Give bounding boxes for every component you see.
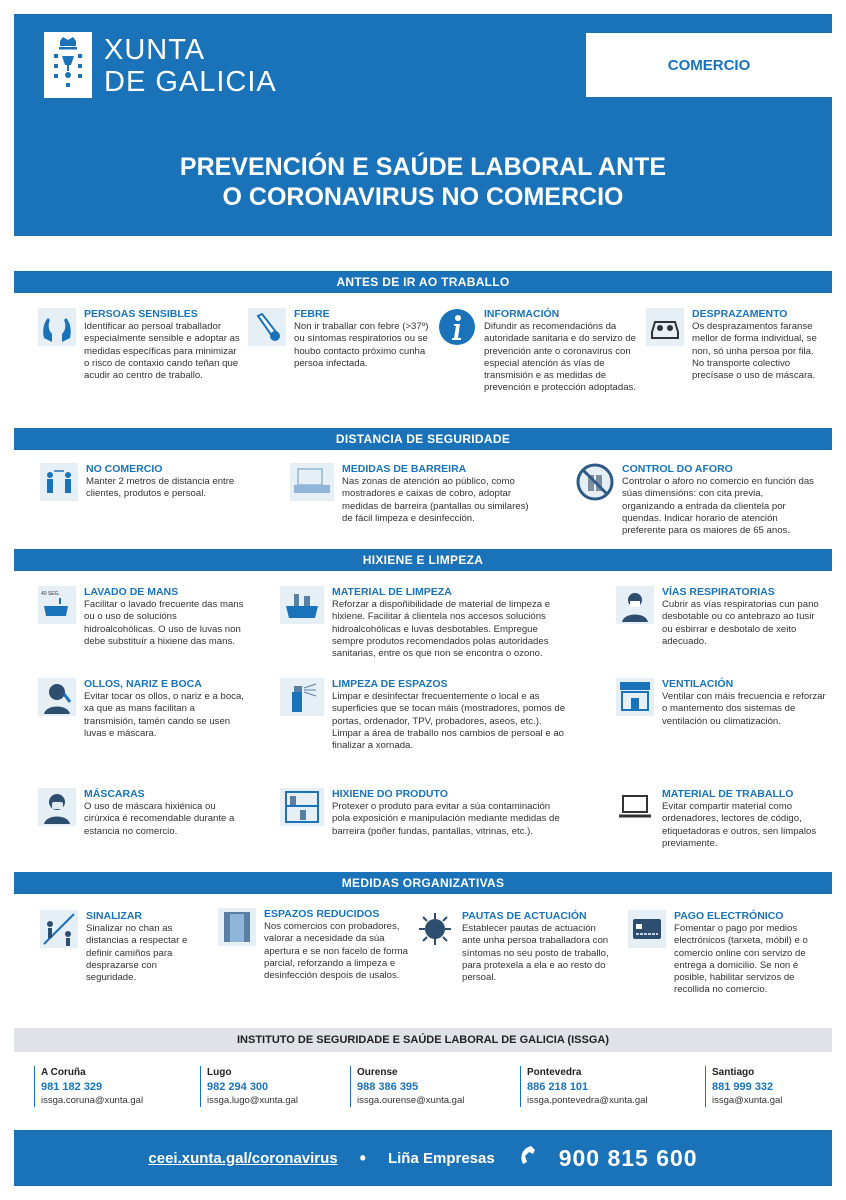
item-title: INFORMACIÓN xyxy=(484,308,560,320)
item-body: Controlar o aforo no comercio en función das súas dimensións: con cita previa, organizando a entrada da clientela por quendas. Indicar horario de atención preferente para os maiores de 65 anos. xyxy=(622,476,814,537)
office-city: Ourense xyxy=(357,1067,398,1078)
item-title: LAVADO DE MANS xyxy=(84,586,179,598)
item-title: LIMPEZA DE ESPAZOS xyxy=(332,678,448,690)
logo-line-1: XUNTA xyxy=(104,34,206,66)
item-body: Nas zonas de atención ao público, como mostradores e caixas de cobro, adoptar medidas de barreira (pantallas ou similares) de fácil limpeza e desinfección. xyxy=(342,476,529,524)
office-phone[interactable]: 981 182 329 xyxy=(41,1081,103,1093)
office-email[interactable]: issga.ourense@xunta.gal xyxy=(357,1095,465,1106)
info-icon xyxy=(438,308,476,346)
organizativas-item xyxy=(218,908,408,982)
office-email[interactable]: issga.lugo@xunta.gal xyxy=(207,1095,298,1106)
item-title: CONTROL DO AFORO xyxy=(622,463,733,475)
office-city: Lugo xyxy=(207,1067,232,1078)
xunta-logo xyxy=(44,32,92,98)
xunta-wordmark xyxy=(104,34,277,98)
page-title xyxy=(14,152,832,212)
item-body: Fomentar o pago por medios electrónicos (tarxeta, móbil) e o comercio online con servizo de entrega a domicilio. Se non é posible, habilitar servizos de recollida no comercio. xyxy=(674,923,808,996)
car-icon xyxy=(646,308,684,346)
office-phone[interactable]: 988 386 395 xyxy=(357,1081,419,1093)
item-title: MATERIAL DE LIMPEZA xyxy=(332,586,452,598)
item-title: DESPRAZAMENTO xyxy=(692,308,788,320)
shelf-icon xyxy=(280,788,324,826)
footer-banner xyxy=(14,1130,832,1186)
mask-icon xyxy=(38,788,76,826)
office-phone[interactable]: 886 218 101 xyxy=(527,1081,589,1093)
distance-icon xyxy=(40,463,78,501)
hixiene-item xyxy=(616,788,826,850)
office-city: A Coruña xyxy=(41,1067,86,1078)
signal-icon xyxy=(40,910,78,948)
item-title: HIXIENE DO PRODUTO xyxy=(332,788,448,800)
hixiene-item xyxy=(616,678,826,728)
ventilation-icon xyxy=(616,678,654,716)
section-header-antes: ANTES DE IR AO TRABALLO xyxy=(14,271,832,293)
item-body: Reforzar a dispoñibilidade de material de limpeza e hixiene. Facilitar á clientela nos accesos solucións hidroalcohólicas e luvas desbotables. Empregue sempre produtos recomendados polas autoridades sanitarias, entre os que non se encontra o ozono. xyxy=(332,599,551,660)
distancia-item xyxy=(40,463,250,501)
face-touch-icon xyxy=(38,678,76,716)
organizativas-item xyxy=(628,910,828,997)
item-title: NO COMERCIO xyxy=(86,463,163,475)
office-pontevedra xyxy=(520,1066,648,1107)
handwash-icon xyxy=(38,586,76,624)
sector-tag: COMERCIO xyxy=(586,33,832,97)
hixiene-item xyxy=(38,788,244,838)
hixiene-item xyxy=(38,678,244,740)
distancia-item xyxy=(290,463,540,525)
section-header-distancia: DISTANCIA DE SEGURIDADE xyxy=(14,428,832,450)
title-line-2: O CORONAVIRUS NO COMERCIO xyxy=(222,183,624,211)
item-body: Evitar compartir material como ordenadores, lectores de código, etiquetadoras e outros, sen limpalos previamente. xyxy=(662,801,817,849)
office-email[interactable]: issga.pontevedra@xunta.gal xyxy=(527,1095,648,1106)
organizativas-item xyxy=(416,910,612,984)
office-lugo xyxy=(200,1066,298,1107)
item-body: Difundir as recomendacións da autoridade sanitaria e do servizo de prevención ante o coronavirus con especial atención ás vías de transmisión e as medidas de prevención e protección adoptadas. xyxy=(484,321,637,394)
coronavirus-link[interactable]: ceei.xunta.gal/coronavirus xyxy=(148,1149,338,1167)
organizativas-item xyxy=(40,910,206,984)
office-phone[interactable]: 881 999 332 xyxy=(712,1081,774,1093)
distancia-item xyxy=(576,463,816,537)
phone-icon xyxy=(517,1144,537,1173)
office-city: Santiago xyxy=(712,1067,755,1078)
item-body: Facilitar o lavado frecuente das mans ou o uso de solucións hidroalcohólicas. O uso de luvas non debe substituír a hixiene das mans. xyxy=(84,599,244,647)
hotline-phone[interactable]: 900 815 600 xyxy=(558,1144,698,1171)
office-phone[interactable]: 982 294 300 xyxy=(207,1081,269,1093)
hixiene-item xyxy=(616,586,826,648)
no-crowd-icon xyxy=(576,463,614,501)
hixiene-item xyxy=(280,586,570,660)
handwash-label: 40 SEG. xyxy=(41,591,60,597)
thermometer-icon xyxy=(248,308,286,346)
hotline-label: Liña Empresas xyxy=(387,1149,495,1167)
item-body: Limpar e desinfectar frecuentemente o local e as superficies que se tocan máis (mostradores, pomos de portas, ordenador, TPV, probadores, aseos, etc.). Limpar a área de traballo nos cambios de persoal e ao finalizar a xornada. xyxy=(332,691,566,752)
card-icon xyxy=(628,910,666,948)
laptop-icon xyxy=(616,788,654,826)
item-body: Os desprazamentos faranse mellor de forma individual, se non, só unha persoa por fila. No transporte colectivo precísase o uso de máscara. xyxy=(692,321,817,382)
item-body: Ventilar con máis frecuencia e reforzar o mantemento dos sistemas de ventilación ou climatización. xyxy=(662,691,826,727)
hixiene-item xyxy=(280,788,570,838)
item-title: MÁSCARAS xyxy=(84,788,145,800)
logo-line-2: DE GALICIA xyxy=(104,66,277,98)
cleaning-icon xyxy=(280,586,324,624)
item-body: Cubrir as vías respiratorias cun pano desbotable ou co antebrazo ao tusir ou esbirrar e desbotalo de xeito adecuado. xyxy=(662,599,819,647)
item-title: PAUTAS DE ACTUACIÓN xyxy=(462,910,587,922)
virus-icon xyxy=(416,910,454,948)
item-body: Identificar ao persoal traballador especialmente sensible e adoptar as medidas específicas para minimizar o risco de contaxio cando teñan que acudir ao centro de traballo. xyxy=(84,321,240,382)
antes-item xyxy=(248,308,430,370)
cough-icon xyxy=(616,586,654,624)
office-city: Pontevedra xyxy=(527,1067,582,1078)
footer-separator: • xyxy=(359,1147,366,1168)
item-body: Protexer o produto para evitar a súa contaminación pola exposición e manipulación mediante medidas de barreira (poñer fundas, pantallas, vitrinas, etc.). xyxy=(332,801,560,837)
office-ourense xyxy=(350,1066,464,1107)
office-email[interactable]: issga@xunta.gal xyxy=(712,1095,783,1106)
crest-icon xyxy=(51,37,85,93)
item-title: OLLOS, NARIZ E BOCA xyxy=(84,678,202,690)
header-banner xyxy=(14,14,832,236)
item-title: SINALIZAR xyxy=(86,910,142,922)
section-header-organizativas: MEDIDAS ORGANIZATIVAS xyxy=(14,872,832,894)
fitting-room-icon xyxy=(218,908,256,946)
item-title: MEDIDAS DE BARREIRA xyxy=(342,463,467,475)
item-body: Non ir traballar con febre (>37º) ou síntomas respiratorios ou se houbo contacto próximo cunha persoa infectada. xyxy=(294,321,429,369)
item-title: VENTILACIÓN xyxy=(662,678,734,690)
hixiene-item xyxy=(280,678,570,752)
office-email[interactable]: issga.coruna@xunta.gal xyxy=(41,1095,144,1106)
item-title: FEBRE xyxy=(294,308,330,320)
item-body: Evitar tocar os ollos, o nariz e a boca, xa que as mans facilitan a transmisión, tamén cando se usen luvas e máscara. xyxy=(84,691,244,739)
item-title: PERSOAS SENSIBLES xyxy=(84,308,198,320)
antes-item xyxy=(646,308,826,382)
item-body: Establecer pautas de actuación ante unha persoa traballadora con síntomas no seu posto de traballo, para protexela a ela e ao resto do persoal. xyxy=(462,923,609,984)
barrier-icon xyxy=(290,463,334,501)
item-title: MATERIAL DE TRABALLO xyxy=(662,788,794,800)
item-title: PAGO ELECTRÓNICO xyxy=(674,910,784,922)
item-body: O uso de máscara hixiénica ou cirúrxica é recomendable durante a estancia no comercio. xyxy=(84,801,235,837)
hands-icon xyxy=(38,308,76,346)
antes-item xyxy=(438,308,638,395)
office-a-coruna xyxy=(34,1066,143,1107)
issga-banner: INSTITUTO DE SEGURIDADE E SAÚDE LABORAL DE GALICIA (ISSGA) xyxy=(14,1028,832,1052)
section-header-hixiene: HIXIENE E LIMPEZA xyxy=(14,549,832,571)
item-body: Nos comercios con probadores, valorar a necesidade da súa apertura e se non facelo de forma parcial, reforzando a limpeza e desinfección despois de usalos. xyxy=(264,921,408,982)
item-title: VÍAS RESPIRATORIAS xyxy=(662,586,775,598)
spray-icon xyxy=(280,678,324,716)
item-body: Sinalizar no chan as distancias a respectar e definir camiños para desprazarse con seguridade. xyxy=(86,923,188,984)
item-body: Manter 2 metros de distancia entre clientes, produtos e persoal. xyxy=(86,476,235,500)
item-title: ESPAZOS REDUCIDOS xyxy=(264,908,380,920)
hixiene-item xyxy=(38,586,244,648)
antes-item xyxy=(38,308,243,382)
office-santiago xyxy=(705,1066,782,1107)
title-line-1: PREVENCIÓN E SAÚDE LABORAL ANTE xyxy=(179,153,667,181)
